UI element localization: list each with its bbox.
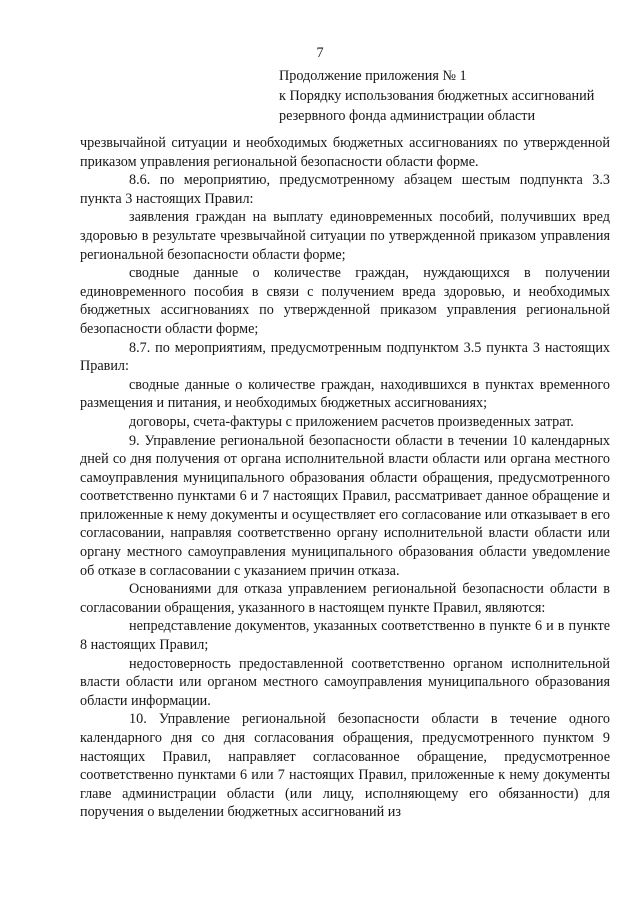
paragraph: договоры, счета-фактуры с приложением расчетов произведенных затрат. — [129, 413, 574, 430]
paragraph: Основаниями для отказа управлением региональной безопасности области в согласовании обращения, указанного в настоящем пункте Правил, являются: — [80, 581, 610, 616]
paragraph: заявления граждан на выплату единовременных пособий, получивших вред здоровью в результате чрезвычайной ситуации по утвержденной приказом управления региональной безопасности области форме; — [80, 209, 610, 263]
paragraph-8-7: 8.7. по мероприятиям, предусмотренным подпунктом 3.5 пункта 3 настоящих Правил: — [80, 339, 610, 375]
appendix-line: Продолжение приложения № 1 — [279, 68, 467, 84]
appendix-header — [279, 66, 619, 126]
appendix-line: к Порядку использования бюджетных ассигнований — [279, 88, 595, 104]
appendix-line: резервного фонда администрации области — [279, 108, 536, 124]
paragraph-8-6: 8.6. по мероприятию, предусмотренному абзацем шестым подпункта 3.3 пункта 3 настоящих Правил: — [80, 172, 610, 207]
paragraph: недостоверность предоставленной соответственно органом исполнительной власти области или органом местного самоуправления муниципального образования области информации. — [80, 655, 610, 709]
page-number: 7 — [316, 45, 324, 61]
paragraph-continuation: чрезвычайной ситуации и необходимых бюджетных ассигнованиях по утвержденной приказом управления региональной безопасности области форме. — [80, 135, 610, 170]
document-body — [80, 134, 610, 822]
paragraph: сводные данные о количестве граждан, находившихся в пунктах временного размещения и питания, и необходимых бюджетных ассигнованиях; — [80, 376, 610, 412]
paragraph-9: 9. Управление региональной безопасности области в течении 10 календарных дней со дня получения от органа исполнительной власти области или органа местного самоуправления муниципального образования области обращения, предусмотренного соответственно пунктами 6 и 7 настоящих Правил, рассматривает данное обращение и приложенные к нему документы и осуществляет его согласование или отказывает в его согласовании, направляя соответственно органу исполнительной власти области или органу местного самоуправления муниципального образования области уведомление об отказе в согласовании с указанием причин отказа. — [80, 432, 610, 579]
paragraph: сводные данные о количестве граждан, нуждающихся в получении единовременного пособия в связи с получением вреда здоровью, и необходимых бюджетных ассигнованиях по утвержденной приказом управления региональной безопасности области форме; — [80, 265, 610, 337]
paragraph-10: 10. Управление региональной безопасности области в течение одного календарного дня со дня согласования обращения, предусмотренного пунктом 9 настоящих Правил, направляет согласованное обращение, предусмотренное соответственно пунктами 6 или 7 настоящих Правил, приложенные к нему документы главе администрации области (или лицу, исполняющему его обязанности) для поручения о выделении бюджетных ассигнований из — [80, 711, 610, 821]
paragraph: непредставление документов, указанных соответственно в пункте 6 и в пункте 8 настоящих Правил; — [80, 618, 610, 654]
